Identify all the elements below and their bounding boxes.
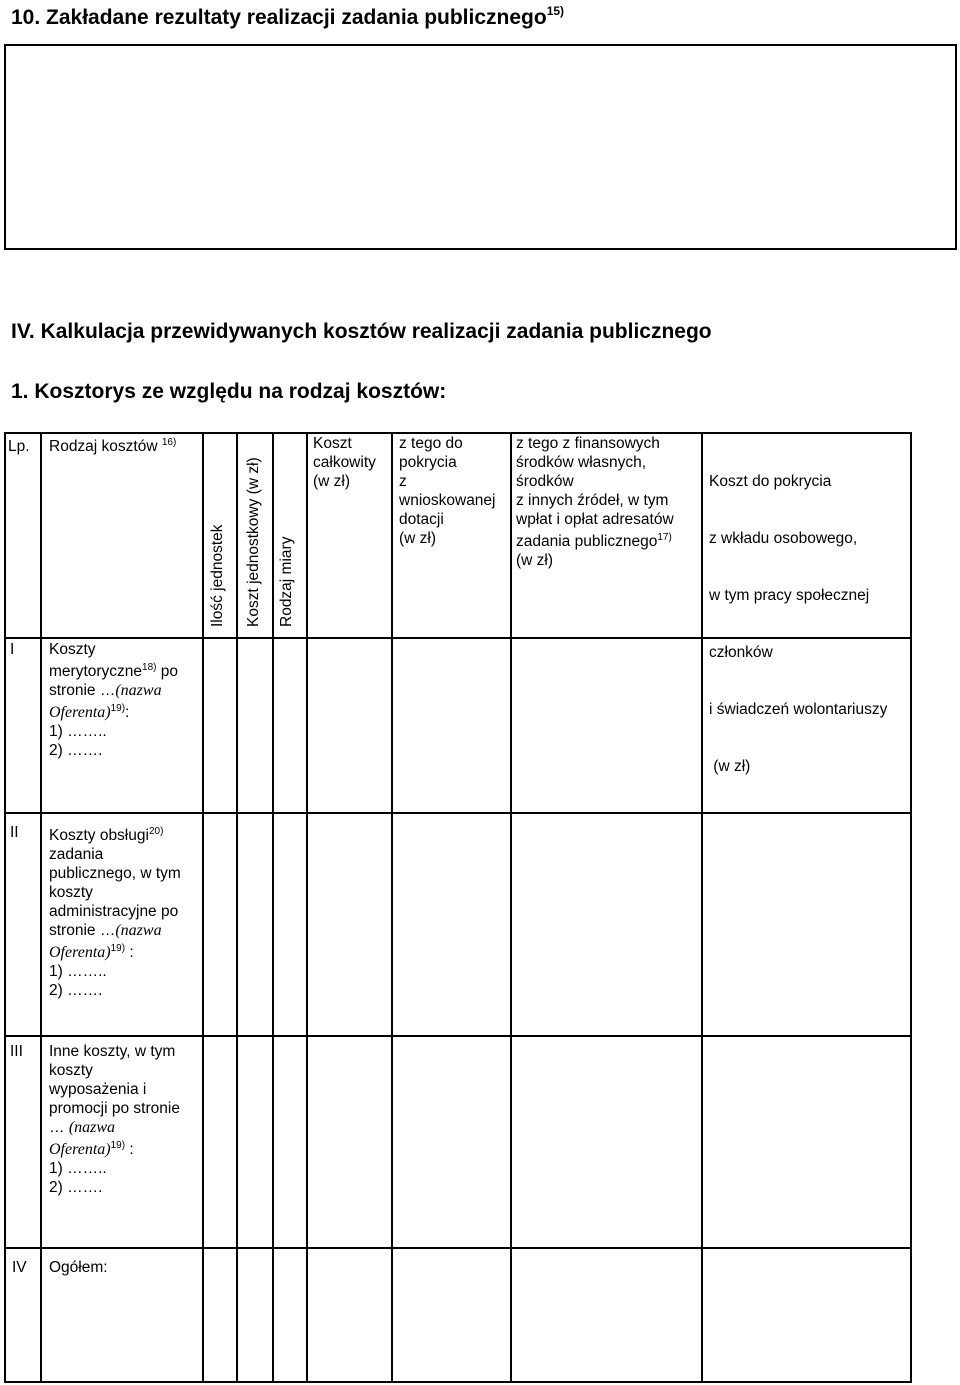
row-line: 1) …….. bbox=[49, 963, 107, 980]
header-line: środków bbox=[516, 473, 574, 490]
header-line: wnioskowanej bbox=[399, 492, 496, 509]
header-cost-type bbox=[49, 437, 176, 456]
header-unit-type: Rodzaj miary bbox=[278, 536, 295, 627]
row-line: Koszty bbox=[49, 641, 96, 658]
row-line: wyposażenia i bbox=[49, 1081, 147, 1098]
row-cost-type bbox=[49, 1042, 201, 1197]
row-line: promocji po stronie bbox=[49, 1100, 180, 1117]
row-line bbox=[49, 921, 201, 940]
footnote-ref: 18) bbox=[142, 662, 157, 673]
row-line-italic: Oferenta) bbox=[49, 944, 111, 961]
row-line-italic: Oferenta) bbox=[49, 704, 111, 721]
row-cost-type bbox=[49, 640, 201, 760]
footnote-ref: 19) bbox=[110, 703, 126, 714]
calc-heading: IV. Kalkulacja przewidywanych kosztów realizacji zadania publicznego bbox=[11, 320, 712, 343]
row-line-text: stronie … bbox=[49, 922, 116, 939]
row-line: koszty bbox=[49, 1062, 93, 1079]
row-line: administracyjne po bbox=[49, 903, 179, 920]
footnote-ref: 20) bbox=[148, 826, 164, 837]
row-line-text: stronie … bbox=[49, 682, 116, 699]
row-line bbox=[49, 943, 201, 962]
header-unit-cost: Koszt jednostkowy (w zł) bbox=[245, 457, 262, 627]
header-line: z tego do bbox=[399, 435, 463, 452]
row-line-text: po bbox=[156, 663, 179, 680]
cost-estimate-heading: 1. Kosztorys ze względu na rodzaj kosztów: bbox=[11, 380, 447, 403]
row-line-text: : bbox=[125, 944, 134, 961]
row-line-text: merytoryczne bbox=[49, 663, 143, 680]
header-own-funds bbox=[516, 434, 700, 570]
row-lp: II bbox=[10, 824, 19, 841]
row-lp: I bbox=[10, 641, 15, 658]
header-line: z wkładu osobowego, bbox=[709, 530, 858, 547]
row-line bbox=[49, 1140, 201, 1159]
row-line bbox=[49, 826, 201, 845]
table-col-divider bbox=[40, 432, 42, 1383]
header-line: z innych źródeł, w tym bbox=[516, 492, 669, 509]
row-line-italic: (nazwa bbox=[115, 922, 162, 939]
row-line: koszty bbox=[49, 884, 93, 901]
header-grant-part bbox=[399, 434, 509, 548]
table-col-divider bbox=[391, 432, 393, 1383]
row-line: 2) ……. bbox=[49, 742, 103, 759]
header-line: (w zł) bbox=[516, 552, 554, 569]
table-col-divider bbox=[701, 432, 703, 1383]
header-line: (w zł) bbox=[709, 758, 751, 775]
header-cost-type-label: Rodzaj kosztów bbox=[49, 438, 158, 455]
row-line-italic: (nazwa bbox=[115, 682, 162, 699]
table-col-divider bbox=[236, 432, 238, 1383]
header-line: z tego z finansowych bbox=[516, 435, 660, 452]
header-cost-type-footnote: 16) bbox=[161, 437, 177, 448]
table-row-divider bbox=[4, 1035, 911, 1037]
table-border-bottom bbox=[4, 1381, 911, 1383]
header-total-cost bbox=[313, 434, 389, 491]
results-footnote: 15) bbox=[546, 4, 565, 18]
results-title: 10. Zakładane rezultaty realizacji zadania publicznego bbox=[11, 6, 547, 29]
table-col-divider bbox=[306, 432, 308, 1383]
table-border-right bbox=[910, 432, 912, 1383]
row-line: 1) …….. bbox=[49, 1160, 107, 1177]
row-line bbox=[49, 1118, 201, 1137]
header-line: z bbox=[399, 473, 407, 490]
row-line-italic: (nazwa bbox=[68, 1119, 116, 1136]
row-line: publicznego, w tym bbox=[49, 865, 181, 882]
row-line: zadania bbox=[49, 846, 104, 863]
header-lp: Lp. bbox=[8, 438, 30, 455]
row-line: 2) ……. bbox=[49, 1179, 103, 1196]
row-lp: III bbox=[10, 1043, 23, 1060]
row-line bbox=[49, 681, 201, 700]
row-lp: IV bbox=[12, 1259, 27, 1276]
table-col-divider bbox=[272, 432, 274, 1383]
row-line-text: Koszty obsługi bbox=[49, 827, 149, 844]
header-personal-contribution bbox=[709, 434, 909, 814]
row-line-text: : bbox=[125, 704, 130, 721]
footnote-ref: 19) bbox=[110, 943, 126, 954]
header-line: (w zł) bbox=[399, 530, 437, 547]
table-row-divider bbox=[4, 1247, 911, 1249]
header-line: pokrycia bbox=[399, 454, 457, 471]
header-unit-count: Ilość jednostek bbox=[209, 524, 226, 627]
header-line: Koszt bbox=[313, 435, 352, 452]
results-text-box[interactable] bbox=[4, 44, 957, 250]
row-cost-type bbox=[49, 822, 201, 1000]
results-heading bbox=[11, 4, 564, 30]
header-line-text: zadania publicznego bbox=[516, 533, 658, 550]
row-line: 2) ……. bbox=[49, 982, 103, 999]
header-line: wpłat i opłat adresatów bbox=[516, 511, 674, 528]
header-line: Koszt do pokrycia bbox=[709, 473, 832, 490]
header-line: i świadczeń wolontariuszy bbox=[709, 701, 888, 718]
row-line bbox=[49, 662, 201, 681]
header-line: dotacji bbox=[399, 511, 444, 528]
row-total-label: Ogółem: bbox=[49, 1259, 108, 1276]
table-col-divider bbox=[510, 432, 512, 1383]
header-line: całkowity bbox=[313, 454, 376, 471]
header-own-funds-footnote: 17) bbox=[657, 532, 672, 543]
row-line bbox=[49, 703, 201, 722]
header-line: członków bbox=[709, 644, 773, 661]
row-line: 1) …….. bbox=[49, 723, 107, 740]
row-line-text: : bbox=[125, 1141, 134, 1158]
row-line: Inne koszty, w tym bbox=[49, 1043, 176, 1060]
row-line-text: … bbox=[49, 1119, 69, 1136]
table-col-divider bbox=[202, 432, 204, 1383]
row-line-italic: Oferenta) bbox=[49, 1141, 111, 1158]
header-line: w tym pracy społecznej bbox=[709, 587, 870, 604]
header-line bbox=[516, 532, 700, 551]
header-line: (w zł) bbox=[313, 473, 351, 490]
table-border-left bbox=[4, 432, 6, 1383]
footnote-ref: 19) bbox=[110, 1140, 126, 1151]
header-line: środków własnych, bbox=[516, 454, 647, 471]
